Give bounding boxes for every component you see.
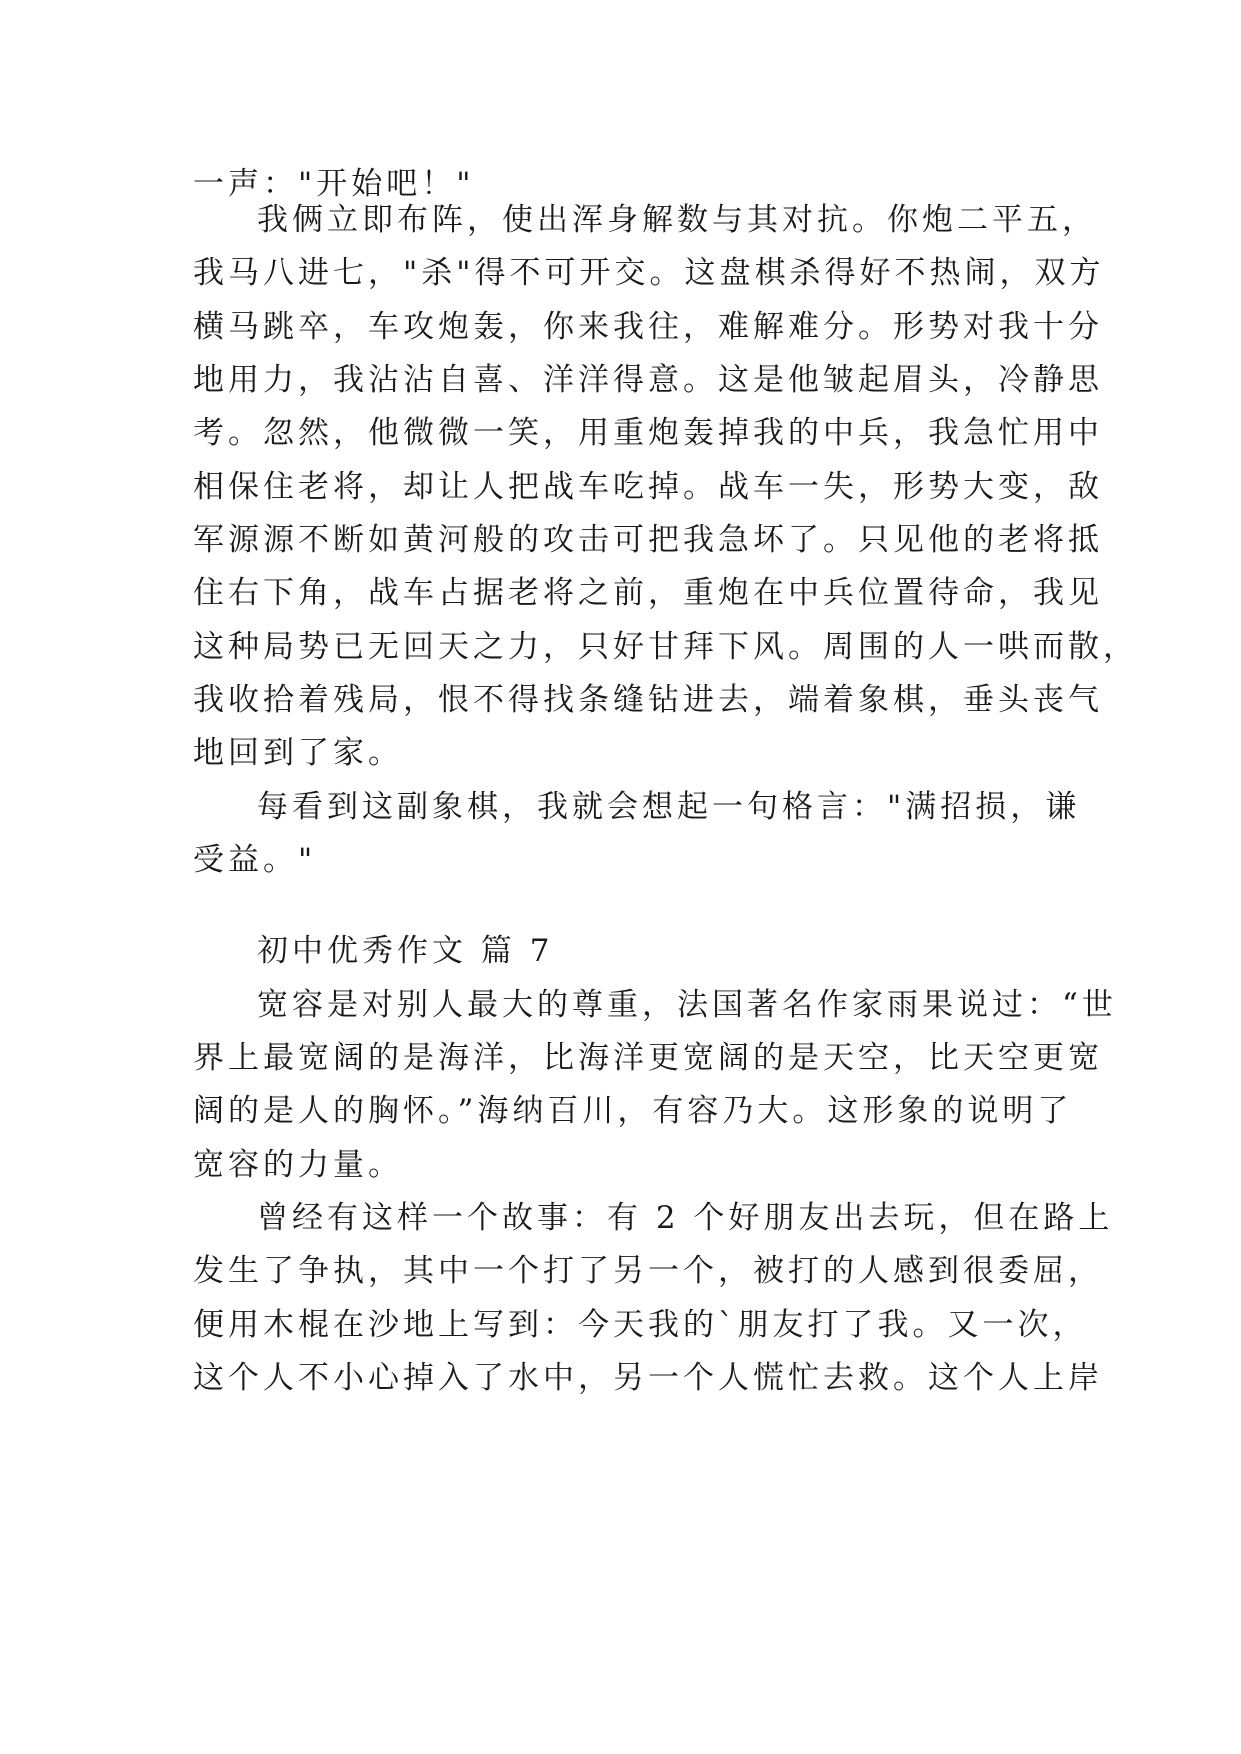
paragraph-first-line: 宽容是对别人最大的尊重，法国著名作家雨果说过：“世 (257, 987, 1117, 1023)
text-line: 这个人不小心掉入了水中，另一个人慌忙去救。这个人上岸 (193, 1360, 1103, 1396)
text-line: 界上最宽阔的是海洋，比海洋更宽阔的是天空，比天空更宽 (193, 1040, 1103, 1076)
text-line: 受益。" (193, 842, 317, 878)
text-line: 宽容的力量。 (193, 1147, 403, 1183)
paragraph-first-line: 曾经有这样一个故事：有 2 个好朋友出去玩，但在路上 (257, 1200, 1114, 1236)
text-line: 相保住老将，却让人把战车吃掉。战车一失，形势大变，敌 (193, 469, 1103, 505)
text-line: 地用力，我沾沾自喜、洋洋得意。这是他皱起眉头，冷静思 (193, 362, 1103, 398)
text-line: 这种局势已无回天之力，只好甘拜下风。周围的人一哄而散， (193, 629, 1138, 665)
text-line: 住右下角，战车占据老将之前，重炮在中兵位置待命，我见 (193, 575, 1103, 611)
text-line: 一声："开始吧！" (193, 166, 475, 202)
text-line: 阔的是人的胸怀。”海纳百川，有容乃大。这形象的说明了 (193, 1093, 1073, 1129)
text-line: 我马八进七，"杀"得不可开交。这盘棋杀得好不热闹，双方 (193, 255, 1105, 291)
text-line: 横马跳卒，车攻炮轰，你来我往，难解难分。形势对我十分 (193, 309, 1103, 345)
text-line: 便用木棍在沙地上写到：今天我的`朋友打了我。又一次， (193, 1307, 1088, 1343)
paragraph-first-line: 每看到这副象棋，我就会想起一句格言："满招损，谦 (257, 789, 1081, 825)
paragraph-first-line: 我俩立即布阵，使出浑身解数与其对抗。你炮二平五， (257, 202, 1097, 238)
text-line: 地回到了家。 (193, 735, 403, 771)
text-line: 考。忽然，他微微一笑，用重炮轰掉我的中兵，我急忙用中 (193, 415, 1103, 451)
text-line: 我收拾着残局，恨不得找条缝钻进去，端着象棋，垂头丧气 (193, 682, 1103, 718)
text-line: 发生了争执，其中一个打了另一个，被打的人感到很委屈， (193, 1253, 1103, 1289)
section-heading: 初中优秀作文 篇 7 (257, 933, 554, 969)
text-line: 军源源不断如黄河般的攻击可把我急坏了。只见他的老将抵 (193, 522, 1103, 558)
